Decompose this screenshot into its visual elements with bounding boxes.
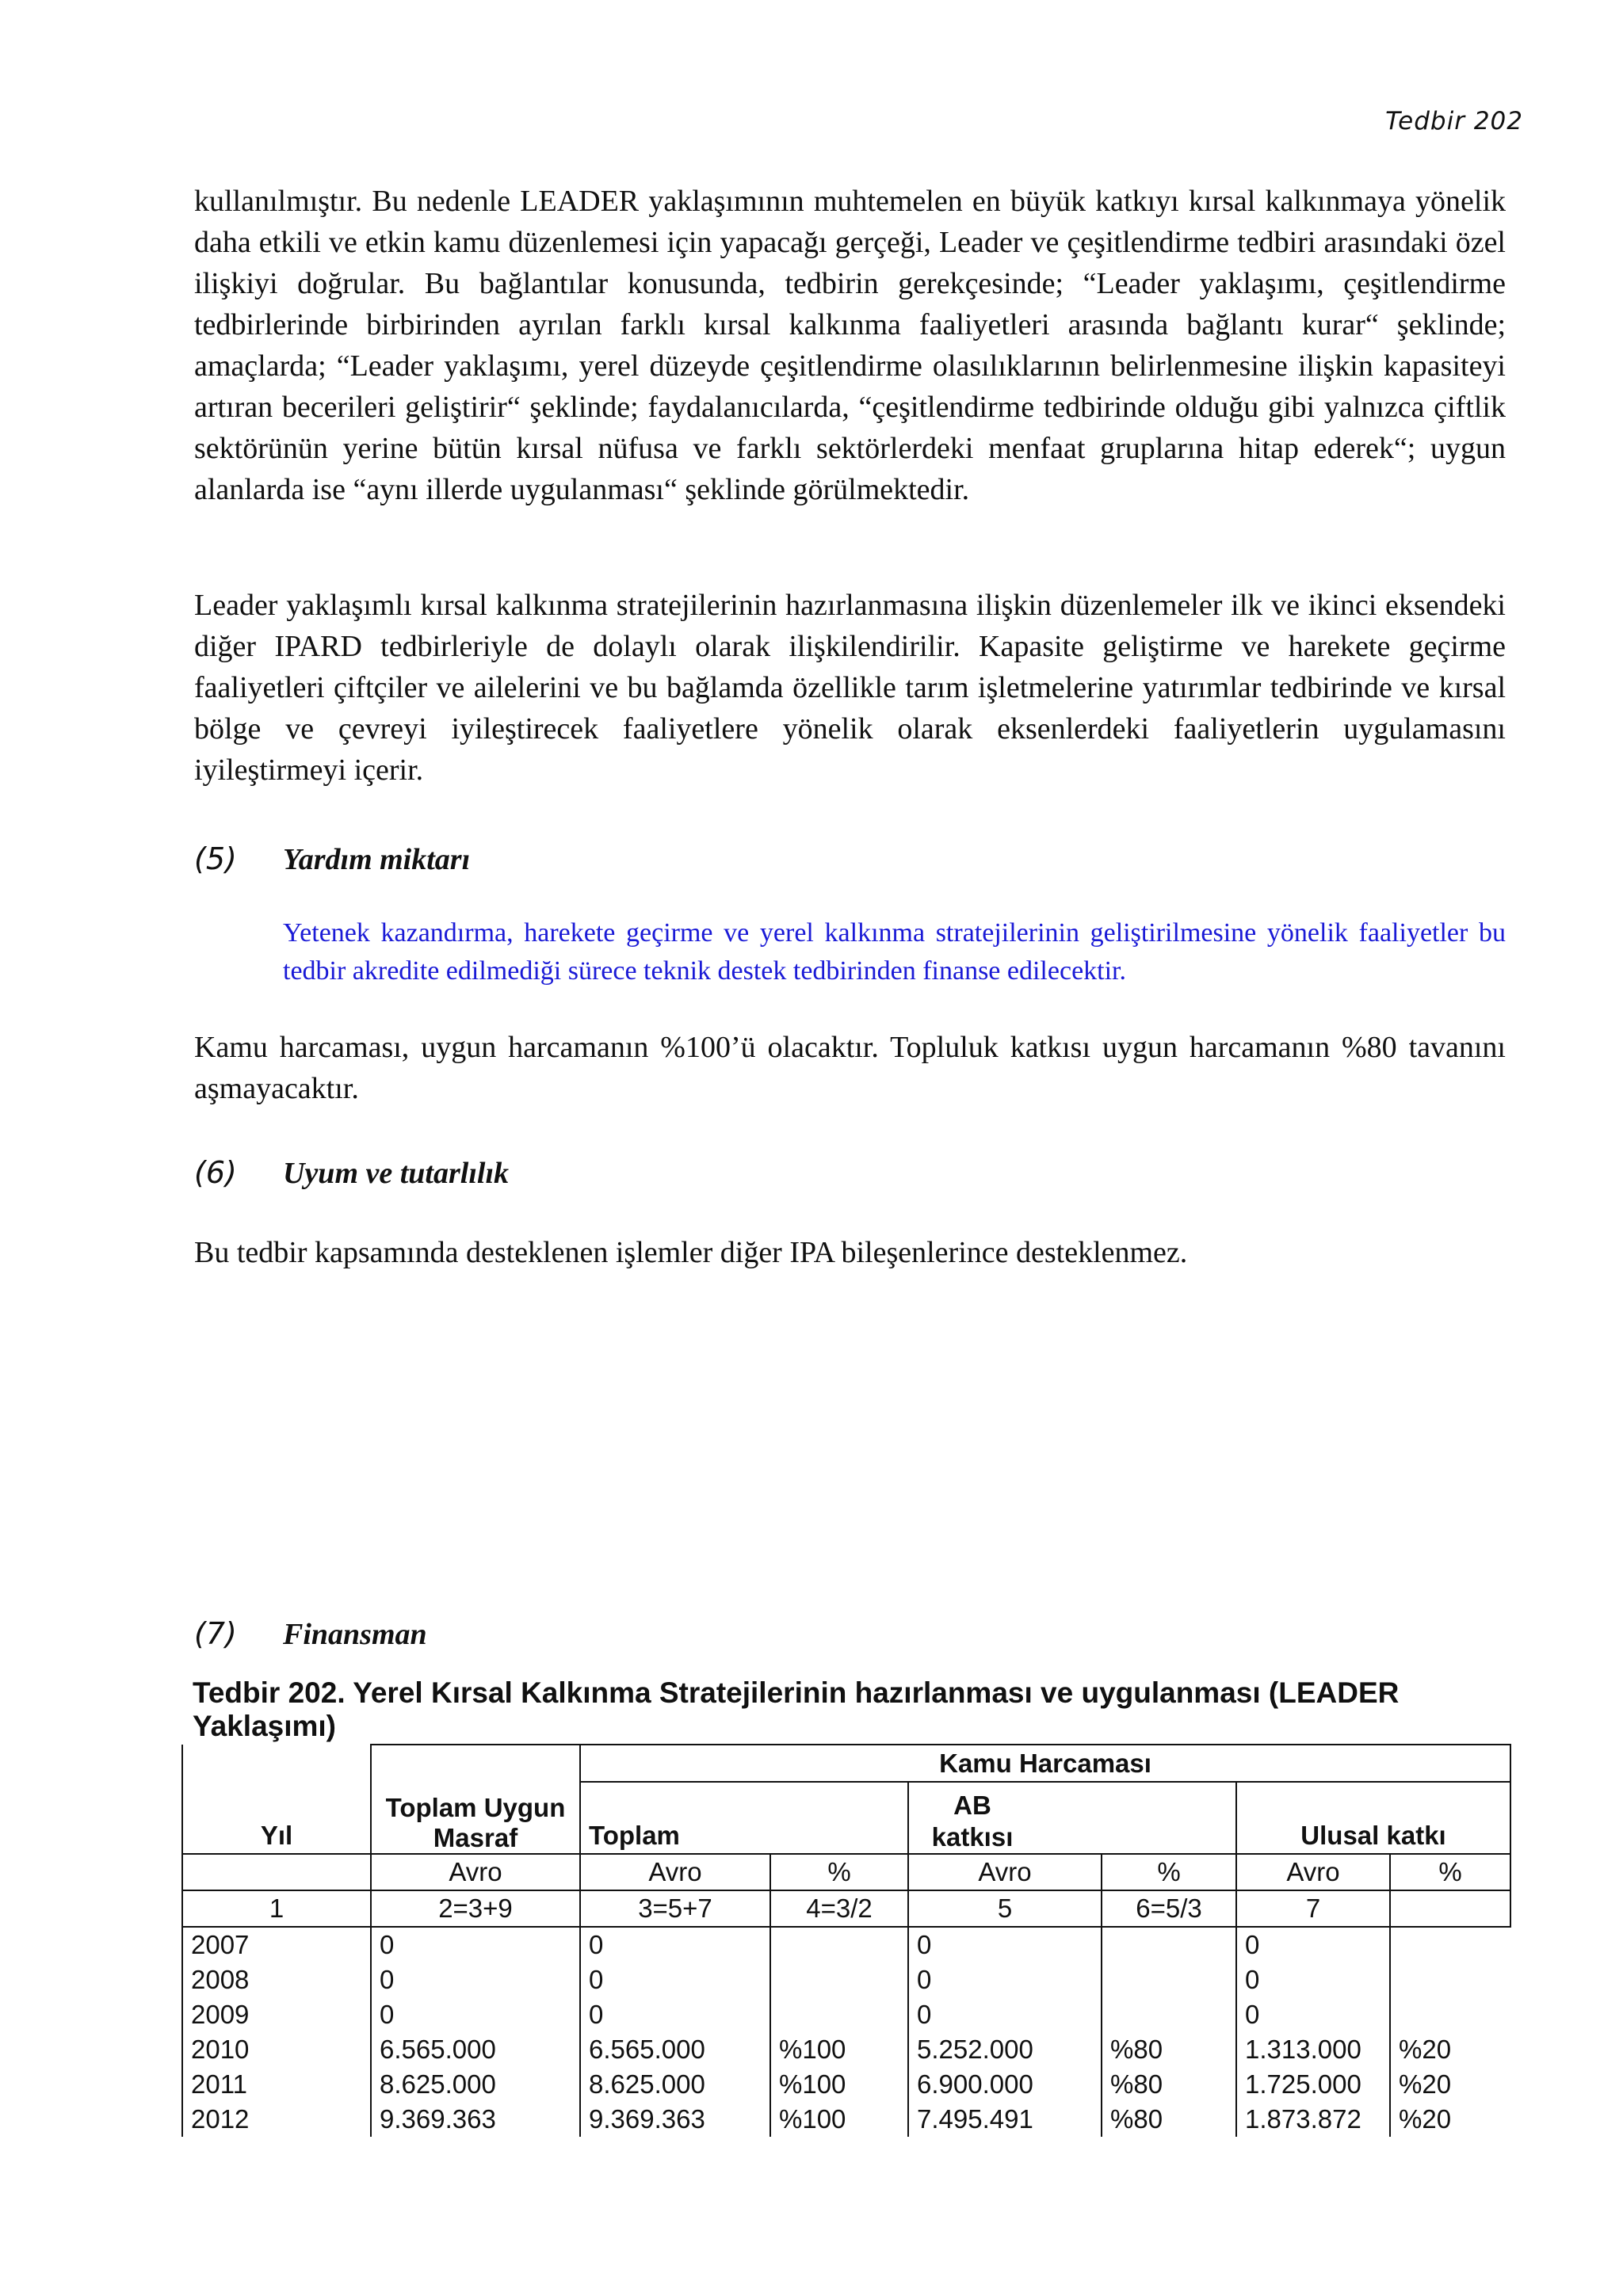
table-cell: 0	[371, 1927, 580, 1962]
table-cell: 0	[371, 1997, 580, 2032]
financing-table	[181, 1744, 1511, 2137]
table-row	[182, 1997, 1510, 2032]
unit-cell: Avro	[580, 1854, 770, 1890]
formula-cell: 6=5/3	[1102, 1890, 1236, 1927]
table-cell	[1102, 1962, 1236, 1997]
table-row	[182, 1927, 1510, 1962]
table-cell: 9.369.363	[580, 2102, 770, 2137]
table-cell: %80	[1102, 2067, 1236, 2102]
table-row	[182, 2032, 1510, 2067]
table-cell: 0	[580, 1997, 770, 2032]
table-cell: 6.565.000	[580, 2032, 770, 2067]
paragraph-ipard-link: Leader yaklaşımlı kırsal kalkınma stratejilerinin hazırlanmasına ilişkin düzenlemeler ilk ve ikinci eksendeki diğer IPARD tedbirleriyle de dolaylı olarak ilişkilendirilir. Kapasite geliştirme ve harekete geçirme faaliyetleri çiftçiler ve ailelerini ve bu bağlamda özellikle tarım işletmelerine yatırımlar tedbirinde ve kırsal bölge ve çevreyi iyileştirecek faaliyetlere yönelik olarak eksenlerdeki faaliyetlerin uygulamasını iyileştirmeyi içerir.	[194, 589, 1506, 787]
table-cell	[1390, 1927, 1510, 1962]
table-cell: 0	[1236, 1962, 1390, 1997]
table-cell: 2012	[182, 2102, 371, 2137]
formula-cell: 1	[182, 1890, 371, 1927]
formula-cell: 4=3/2	[770, 1890, 908, 1927]
table-cell: 1.725.000	[1236, 2067, 1390, 2102]
section-title: Finansman	[283, 1618, 427, 1651]
table-cell: 0	[908, 1997, 1102, 2032]
section-7-heading	[194, 1616, 427, 1652]
table-cell: 2010	[182, 2032, 371, 2067]
unit-cell: %	[770, 1854, 908, 1890]
table-cell: 5.252.000	[908, 2032, 1102, 2067]
table-cell	[770, 1962, 908, 1997]
section-title: Yardım miktarı	[283, 843, 471, 876]
formula-cell: 5	[908, 1890, 1102, 1927]
blue-note-paragraph: Yetenek kazandırma, harekete geçirme ve yerel kalkınma stratejilerinin geliştirilmesine yönelik faaliyetler bu tedbir akredite edilmediği sürece teknik destek tedbirinden finanse edilecektir.	[283, 918, 1506, 986]
table-cell: 1.313.000	[1236, 2032, 1390, 2067]
table-cell: 2011	[182, 2067, 371, 2102]
table-cell: 9.369.363	[371, 2102, 580, 2137]
paragraph-ipa-components: Bu tedbir kapsamında desteklenen işlemler diğer IPA bileşenlerince desteklenmez.	[194, 1236, 1188, 1269]
table-cell: 8.625.000	[580, 2067, 770, 2102]
unit-cell: Avro	[1236, 1854, 1390, 1890]
header-yil: Yıl	[182, 1745, 371, 1854]
table-cell	[770, 1927, 908, 1962]
table-cell: %100	[770, 2067, 908, 2102]
table-cell: %20	[1390, 2102, 1510, 2137]
header-toplam-uygun-masraf: Toplam Uygun Masraf	[371, 1745, 580, 1854]
section-number: (6)	[194, 1155, 237, 1190]
header-toplam: Toplam	[580, 1782, 908, 1854]
table-cell: 0	[908, 1962, 1102, 1997]
table-formula-row	[182, 1890, 1510, 1927]
table-cell: 8.625.000	[371, 2067, 580, 2102]
table-cell: 6.900.000	[908, 2067, 1102, 2102]
table-cell: 0	[1236, 1997, 1390, 2032]
table-caption: Tedbir 202. Yerel Kırsal Kalkınma Stratejilerinin hazırlanması ve uygulanması (LEADER Yaklaşımı)	[193, 1676, 1400, 1742]
unit-cell: Avro	[371, 1854, 580, 1890]
table-cell: %80	[1102, 2032, 1236, 2067]
table-cell: 2008	[182, 1962, 371, 1997]
section-number: (7)	[194, 1616, 237, 1651]
table-cell: 1.873.872	[1236, 2102, 1390, 2137]
table-cell: %100	[770, 2102, 908, 2137]
table-cell: 0	[371, 1962, 580, 1997]
table-cell: %20	[1390, 2032, 1510, 2067]
header-kamu-harcamasi: Kamu Harcaması	[580, 1745, 1510, 1782]
section-6-heading	[194, 1155, 509, 1191]
table-row	[182, 2067, 1510, 2102]
page-header: Tedbir 202	[1385, 107, 1523, 135]
table-cell: 0	[580, 1962, 770, 1997]
table-cell: %100	[770, 2032, 908, 2067]
header-ab-katkisi	[908, 1782, 1236, 1854]
section-title: Uyum ve tutarlılık	[283, 1157, 509, 1190]
table-row	[182, 2102, 1510, 2137]
paragraph-leader-relation: kullanılmıştır. Bu nedenle LEADER yaklaşımının muhtemelen en büyük katkıyı kırsal kalkınmaya yönelik daha etkili ve etkin kamu düzenlemesi için yapacağı gerçeği, Leader ve çeşitlendirme tedbiri arasındaki özel ilişkiyi doğrular. Bu bağlantılar konusunda, tedbirin gerekçesinde; “Leader yaklaşımı, çeşitlendirme tedbirlerinde birbirinden ayrılan farklı kırsal kalkınma faaliyetleri arasında bağlantı kurar“ şeklinde; amaçlarda; “Leader yaklaşımı, yerel düzeyde çeşitlendirme olasılıklarının belirlenmesine ilişkin kapasiteyi artıran becerileri geliştirir“ şeklinde; faydalanıcılarda, “çeşitlendirme tedbirinde olduğu gibi yalnızca çiftlik sektörünün yerine bütün kırsal nüfusa ve farklı sektörlerdeki menfaat gruplarına hitap ederek“; uygun alanlarda ise “aynı illerde uygulanması“ şeklinde görülmektedir.	[194, 185, 1506, 506]
section-number: (5)	[194, 841, 237, 876]
formula-cell: 7	[1236, 1890, 1390, 1927]
unit-cell: Avro	[908, 1854, 1102, 1890]
table-cell	[1390, 1962, 1510, 1997]
table-row	[182, 1962, 1510, 1997]
unit-cell: %	[1102, 1854, 1236, 1890]
table-cell: 0	[580, 1927, 770, 1962]
table-cell	[1390, 1997, 1510, 2032]
units-empty-cell	[182, 1854, 371, 1890]
unit-cell: %	[1390, 1854, 1510, 1890]
table-cell	[1102, 1997, 1236, 2032]
formula-cell: 2=3+9	[371, 1890, 580, 1927]
table-cell: 2007	[182, 1927, 371, 1962]
section-5-heading	[194, 841, 470, 877]
paragraph-public-expenditure: Kamu harcaması, uygun harcamanın %100’ü olacaktır. Topluluk katkısı uygun harcamanın %80 tavanını aşmayacaktır.	[194, 1031, 1506, 1105]
table-cell: 0	[1236, 1927, 1390, 1962]
table-cell	[1102, 1927, 1236, 1962]
ab-label-wrap: AB katkısı	[931, 1791, 1014, 1852]
formula-cell: 3=5+7	[580, 1890, 770, 1927]
table-cell: %80	[1102, 2102, 1236, 2137]
table-header-row-1	[182, 1745, 1510, 1782]
table-cell: 0	[908, 1927, 1102, 1962]
header-ulusal-katki: Ulusal katkı	[1236, 1782, 1510, 1854]
table-cell	[770, 1997, 908, 2032]
table-units-row	[182, 1854, 1510, 1890]
table-cell: 6.565.000	[371, 2032, 580, 2067]
table-cell: %20	[1390, 2067, 1510, 2102]
formula-cell	[1390, 1890, 1510, 1927]
table-cell: 2009	[182, 1997, 371, 2032]
table-cell: 7.495.491	[908, 2102, 1102, 2137]
